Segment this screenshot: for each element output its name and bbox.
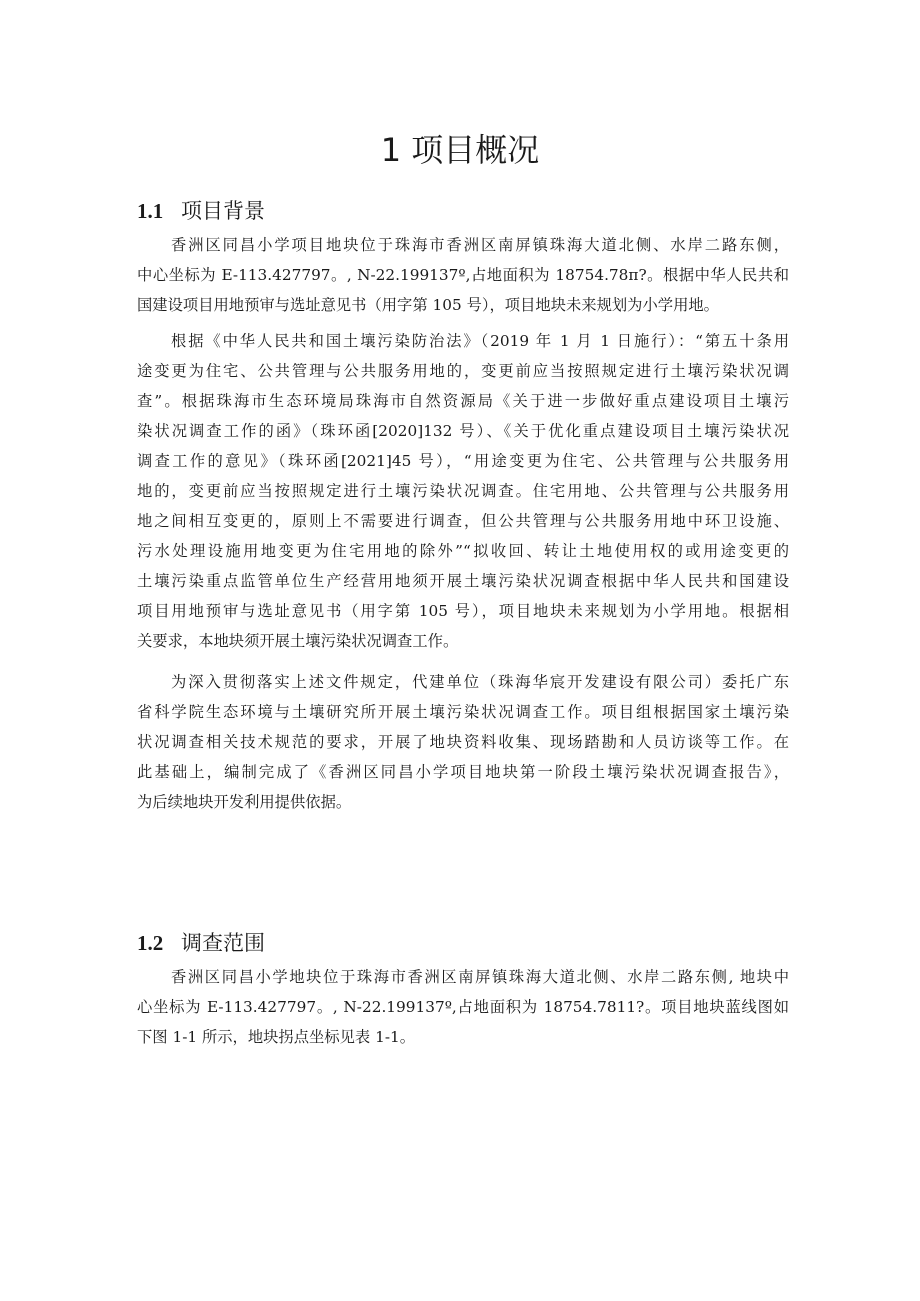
- paragraph-line: 调查工作的意见》（珠环函[2021]45 号），“用途变更为住宅、公共管理与公共服务用: [137, 452, 789, 470]
- paragraph-line: 省科学院生态环境与土壤研究所开展土壤污染状况调查工作。项目组根据国家土壤污染: [137, 703, 789, 721]
- paragraph-background-2: [137, 326, 789, 656]
- paragraph-scope-1: [137, 962, 789, 1052]
- paragraph-line: 状况调查相关技术规范的要求，开展了地块资料收集、现场踏勘和人员访谈等工作。在: [137, 733, 789, 751]
- paragraph-line: 此基础上，编制完成了《香洲区同昌小学项目地块第一阶段土壤污染状况调查报告》，: [137, 763, 789, 781]
- paragraph-background-3: [137, 667, 789, 817]
- paragraph-line: 关要求，本地块须开展土壤污染状况调查工作。: [137, 632, 459, 650]
- paragraph-line: 污水处理设施用地变更为住宅用地的除外”“拟收回、转让土地使用权的或用途变更的: [137, 542, 789, 560]
- paragraph-line: 为深入贯彻落实上述文件规定，代建单位（珠海华宸开发建设有限公司）委托广东: [171, 673, 789, 691]
- paragraph-line: 中心坐标为 E-113.427797。, N-22.199137º,占地面积为 18754.78π?。根据中华人民共和: [137, 266, 789, 284]
- chapter-title: 1 项目概况: [380, 131, 540, 169]
- paragraph-line: 根据《中华人民共和国土壤污染防治法》（2019 年 1 月 1 日施行）：“第五十条用: [171, 332, 789, 350]
- paragraph-line: 心坐标为 E-113.427797。, N-22.199137º,占地面积为 18754.7811?。项目地块蓝线图如: [137, 998, 789, 1016]
- paragraph-line: 染状况调查工作的函》（珠环函[2020]132 号）、《关于优化重点建设项目土壤污染状况: [137, 422, 789, 440]
- paragraph-line: 项目用地预审与选址意见书（用字第 105 号），项目地块未来规划为小学用地。根据相: [137, 602, 789, 620]
- section-heading-1-1: [137, 196, 265, 226]
- paragraph-line: 途变更为住宅、公共管理与公共服务用地的，变更前应当按照规定进行土壤污染状况调: [137, 362, 789, 380]
- section-number: 1.1: [137, 199, 164, 223]
- section-number: 1.2: [137, 931, 164, 955]
- paragraph-line: 地的，变更前应当按照规定进行土壤污染状况调查。住宅用地、公共管理与公共服务用: [137, 482, 789, 500]
- paragraph-line: 为后续地块开发利用提供依据。: [137, 793, 352, 811]
- paragraph-line: 土壤污染重点监管单位生产经营用地须开展土壤污染状况调查根据中华人民共和国建设: [137, 572, 789, 590]
- paragraph-line: 香洲区同昌小学项目地块位于珠海市香洲区南屏镇珠海大道北侧、水岸二路东侧，: [171, 236, 789, 254]
- paragraph-background-1: [137, 230, 789, 320]
- section-title: 项目背景: [181, 199, 265, 223]
- section-title: 调查范围: [181, 931, 265, 955]
- paragraph-line: 地之间相互变更的，原则上不需要进行调查，但公共管理与公共服务用地中环卫设施、: [137, 512, 789, 530]
- paragraph-line: 香洲区同昌小学地块位于珠海市香洲区南屏镇珠海大道北侧、水岸二路东侧, 地块中: [171, 968, 789, 986]
- section-heading-1-2: [137, 928, 265, 958]
- paragraph-line: 下图 1-1 所示，地块拐点坐标见表 1-1。: [137, 1028, 416, 1046]
- paragraph-line: 查”。根据珠海市生态环境局珠海市自然资源局《关于进一步做好重点建设项目土壤污: [137, 392, 789, 410]
- paragraph-line: 国建设项目用地预审与选址意见书（用字第 105 号），项目地块未来规划为小学用地。: [137, 296, 719, 314]
